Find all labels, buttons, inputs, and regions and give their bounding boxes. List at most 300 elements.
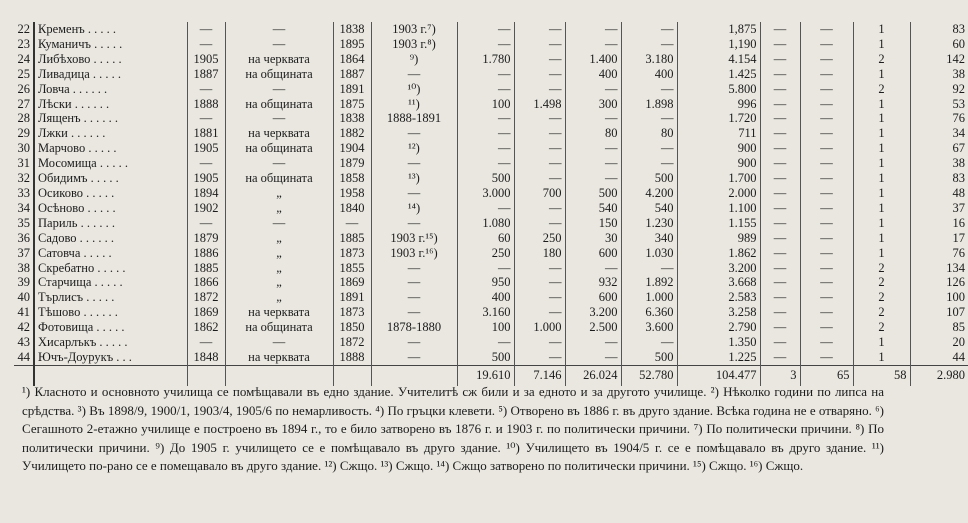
- table-cell: 1888: [187, 97, 225, 112]
- table-cell: 996: [677, 97, 760, 112]
- table-cell: 1891: [333, 290, 371, 305]
- table-cell: 38: [910, 156, 968, 171]
- table-row: [14, 335, 968, 350]
- table-cell: 1840: [333, 201, 371, 216]
- table-cell: 92: [910, 82, 968, 97]
- total-cell: 104.477: [677, 365, 760, 386]
- table-cell: 1872: [333, 335, 371, 350]
- table-cell: —: [800, 37, 853, 52]
- table-cell: —: [514, 275, 565, 290]
- table-cell: —: [457, 141, 514, 156]
- table-cell: Куманичъ . . . . .: [34, 37, 187, 52]
- table-cell: —: [225, 22, 333, 37]
- table-cell: —: [760, 156, 800, 171]
- table-cell: 25: [17, 66, 30, 81]
- table-row: [14, 186, 968, 201]
- table-cell: —: [457, 335, 514, 350]
- table-cell: 1866: [187, 275, 225, 290]
- table-cell: Търлисъ . . . . .: [34, 290, 187, 305]
- table-cell: 400: [457, 290, 514, 305]
- table-cell: —: [800, 275, 853, 290]
- table-cell: 37: [910, 201, 968, 216]
- table-cell: 3.180: [621, 52, 677, 67]
- table-cell: 400: [621, 67, 677, 82]
- table-row: [14, 82, 968, 97]
- table-cell: —: [457, 261, 514, 276]
- table-cell: 1903 г.¹⁶): [371, 246, 457, 261]
- table-cell: —: [565, 261, 621, 276]
- table-cell: —: [760, 171, 800, 186]
- footnotes: [22, 383, 884, 476]
- table-cell: 2: [853, 52, 910, 67]
- table-cell: 31: [17, 156, 30, 171]
- table-cell: 1.100: [677, 201, 760, 216]
- table-cell: 1958: [333, 186, 371, 201]
- table-cell: 38: [910, 67, 968, 82]
- total-cell: 7.146: [514, 365, 565, 386]
- table-cell: —: [371, 261, 457, 276]
- table-cell: —: [514, 290, 565, 305]
- table-cell: 1.425: [677, 67, 760, 82]
- table-cell: 1848: [187, 350, 225, 365]
- table-cell: 2.500: [565, 320, 621, 335]
- table-cell: 1,190: [677, 37, 760, 52]
- table-cell: 1873: [333, 305, 371, 320]
- total-cell: 52.780: [621, 365, 677, 386]
- table-cell: —: [371, 290, 457, 305]
- table-row: [14, 97, 968, 112]
- table-cell: —: [800, 126, 853, 141]
- table-cell: —: [760, 126, 800, 141]
- table-cell: 1878-1880: [371, 320, 457, 335]
- table-cell: 22: [17, 22, 30, 36]
- table-cell: —: [225, 156, 333, 171]
- table-cell: 540: [621, 201, 677, 216]
- table-cell: —: [371, 275, 457, 290]
- table-cell: ¹¹): [371, 97, 457, 112]
- table-cell: 1.862: [677, 246, 760, 261]
- table-cell: 2: [853, 82, 910, 97]
- table-cell: 500: [621, 350, 677, 365]
- table-cell: —: [565, 37, 621, 52]
- table-row: [14, 22, 968, 37]
- table-cell: 44: [910, 350, 968, 365]
- table-cell: Мосомища . . . . .: [34, 156, 187, 171]
- table-cell: 40: [17, 290, 30, 305]
- table-cell: 17: [910, 231, 968, 246]
- table-cell: —: [371, 186, 457, 201]
- table-cell: 33: [17, 185, 30, 200]
- table-cell: —: [457, 82, 514, 97]
- table-cell: 3.200: [565, 305, 621, 320]
- table-cell: —: [514, 350, 565, 365]
- table-cell: ¹²): [371, 141, 457, 156]
- table-cell: „: [225, 290, 333, 305]
- table-row: [14, 111, 968, 126]
- table-cell: 1872: [187, 290, 225, 305]
- table-cell: Тѣшово . . . . . .: [34, 305, 187, 320]
- table-cell: 60: [910, 37, 968, 52]
- table-cell: 76: [910, 246, 968, 261]
- table-cell: —: [457, 37, 514, 52]
- table-cell: 1895: [333, 37, 371, 52]
- table-cell: 1875: [333, 97, 371, 112]
- table-cell: —: [371, 335, 457, 350]
- table-cell: 1862: [187, 320, 225, 335]
- table-cell: —: [514, 52, 565, 67]
- table-cell: 1885: [333, 231, 371, 246]
- table-body: [14, 22, 968, 386]
- table-row: [14, 67, 968, 82]
- table-cell: —: [800, 141, 853, 156]
- footnotes-text: ¹) Класното и основното училища се помѣщавали въ едно здание. Учителитѣ сж били и за едното и за другото училище. ²) Нѣколко години по липса на срѣдства. ³) Въ 1898/9, 1900/1, 1903/4, 1905/6 по немарливость. ⁴) По гръцки клевети. ⁵) Отворено въ 1886 г. въ друго здание. Всѣка година не е отваряно. ⁶) Сегашното 2-етажно училище е построено въ 1894 г., то е било затворено въ 1876 г. и 1903 г. по политически причини. ⁷) По политически причини. ⁸) По политически причини. ⁹) До 1905 г. училището се е помѣщавало въ друго здание. ¹⁰) Училището въ 1904/5 г. се е помѣщавало въ друго здание. ¹¹) Училището по-рано се е помещавало въ друго здание. ¹²) Сжщо. ¹³) Сжщо. ¹⁴) Сжщо затворено по политически причини. ¹⁵) Сжщо. ¹⁶) Сжщо.: [22, 384, 884, 474]
- table-cell: 39: [17, 275, 30, 290]
- table-cell: —: [621, 261, 677, 276]
- table-cell: ⁹): [371, 52, 457, 67]
- table-row: [14, 141, 968, 156]
- table-cell: —: [800, 231, 853, 246]
- table-cell: —: [187, 37, 225, 52]
- table-cell: Либѣхово . . . . .: [34, 52, 187, 67]
- table-cell: 300: [565, 97, 621, 112]
- table-cell: —: [800, 111, 853, 126]
- table-cell: 4.154: [677, 52, 760, 67]
- table-cell: на общината: [225, 67, 333, 82]
- table-cell: 1: [853, 171, 910, 186]
- table-cell: 26: [17, 81, 30, 96]
- table-cell: —: [565, 335, 621, 350]
- table-cell: 32: [17, 171, 30, 186]
- table-cell: Ючъ-Доурукъ . . .: [34, 350, 187, 365]
- table-cell: 100: [457, 320, 514, 335]
- table-cell: 1: [853, 186, 910, 201]
- table-cell: —: [514, 335, 565, 350]
- table-cell: —: [760, 246, 800, 261]
- table-cell: 42: [17, 320, 30, 335]
- table-cell: на общината: [225, 171, 333, 186]
- table-cell: 2: [853, 305, 910, 320]
- table-cell: 1891: [333, 82, 371, 97]
- table-cell: —: [514, 171, 565, 186]
- table-cell: —: [760, 335, 800, 350]
- table-cell: 1.892: [621, 275, 677, 290]
- total-cell: 26.024: [565, 365, 621, 386]
- table-cell: —: [565, 111, 621, 126]
- table-cell: Осиково . . . . .: [34, 186, 187, 201]
- table-cell: 600: [565, 290, 621, 305]
- table-cell: 711: [677, 126, 760, 141]
- table-cell: 1: [853, 246, 910, 261]
- table-row: [14, 290, 968, 305]
- table-cell: —: [514, 261, 565, 276]
- table-cell: —: [565, 171, 621, 186]
- table-cell: —: [565, 141, 621, 156]
- table-cell: 1894: [187, 186, 225, 201]
- table-cell: —: [760, 37, 800, 52]
- table-cell: 1855: [333, 261, 371, 276]
- table-cell: 1: [853, 335, 910, 350]
- table-cell: Фотовища . . . . .: [34, 320, 187, 335]
- table-cell: —: [760, 22, 800, 37]
- total-cell: 2.980: [910, 365, 968, 386]
- table-cell: „: [225, 201, 333, 216]
- table-cell: 3.160: [457, 305, 514, 320]
- table-cell: 83: [910, 22, 968, 37]
- table-cell: —: [457, 111, 514, 126]
- table-cell: —: [800, 261, 853, 276]
- table-cell: 950: [457, 275, 514, 290]
- total-cell: 19.610: [457, 365, 514, 386]
- table-cell: —: [333, 216, 371, 231]
- table-cell: 1882: [333, 126, 371, 141]
- table-cell: 2.583: [677, 290, 760, 305]
- table-cell: Ливадица . . . . .: [34, 67, 187, 82]
- total-cell: 65: [800, 365, 853, 386]
- table-cell: 1.030: [621, 246, 677, 261]
- table-cell: —: [760, 97, 800, 112]
- table-cell: 1850: [333, 320, 371, 335]
- table-cell: 1885: [187, 261, 225, 276]
- table-cell: 1: [853, 97, 910, 112]
- table-cell: Кременъ . . . . .: [34, 22, 187, 37]
- table-cell: 1864: [333, 52, 371, 67]
- table-row: [14, 275, 968, 290]
- table-cell: —: [514, 111, 565, 126]
- table-cell: 44: [17, 349, 30, 364]
- table-cell: 1.000: [621, 290, 677, 305]
- table-cell: 1879: [187, 231, 225, 246]
- table-cell: —: [760, 82, 800, 97]
- table-cell: —: [621, 37, 677, 52]
- table-cell: —: [225, 335, 333, 350]
- table-cell: —: [457, 156, 514, 171]
- table-cell: 76: [910, 111, 968, 126]
- table-cell: 400: [565, 67, 621, 82]
- table-cell: 1,875: [677, 22, 760, 37]
- table-cell: 1869: [333, 275, 371, 290]
- table-cell: 1: [853, 37, 910, 52]
- table-cell: 3.600: [621, 320, 677, 335]
- table-cell: на общината: [225, 97, 333, 112]
- table-cell: —: [760, 141, 800, 156]
- table-cell: 85: [910, 320, 968, 335]
- table-cell: 60: [457, 231, 514, 246]
- table-cell: Лященъ . . . . . .: [34, 111, 187, 126]
- table-cell: Обидимъ . . . . .: [34, 171, 187, 186]
- table-row: [14, 261, 968, 276]
- table-cell: 1888-1891: [371, 111, 457, 126]
- table-cell: 5.800: [677, 82, 760, 97]
- table-row: [14, 246, 968, 261]
- table-cell: —: [800, 305, 853, 320]
- table-cell: 1: [853, 156, 910, 171]
- table-cell: 2.790: [677, 320, 760, 335]
- table-cell: 1.350: [677, 335, 760, 350]
- table-cell: —: [514, 126, 565, 141]
- table-cell: 500: [457, 171, 514, 186]
- table-cell: —: [800, 171, 853, 186]
- table-cell: —: [187, 216, 225, 231]
- table-cell: 3.258: [677, 305, 760, 320]
- table-cell: 1888: [333, 350, 371, 365]
- table-cell: 142: [910, 52, 968, 67]
- table-cell: 83: [910, 171, 968, 186]
- table-cell: 35: [17, 215, 30, 230]
- table-cell: 700: [514, 186, 565, 201]
- table-cell: Ловча . . . . . .: [34, 82, 187, 97]
- table-cell: 1905: [187, 141, 225, 156]
- table-cell: —: [565, 156, 621, 171]
- table-cell: Париль . . . . . .: [34, 216, 187, 231]
- table-cell: Хисарлъкъ . . . . .: [34, 335, 187, 350]
- table-cell: 67: [910, 141, 968, 156]
- table-cell: —: [800, 22, 853, 37]
- table-cell: 30: [17, 141, 30, 156]
- table-cell: 126: [910, 275, 968, 290]
- table-cell: 2: [853, 275, 910, 290]
- table-cell: „: [225, 186, 333, 201]
- table-cell: 1902: [187, 201, 225, 216]
- table-cell: 1.898: [621, 97, 677, 112]
- table-cell: —: [800, 201, 853, 216]
- table-row: [14, 201, 968, 216]
- table-row: [14, 171, 968, 186]
- table-cell: 48: [910, 186, 968, 201]
- table-cell: 1: [853, 67, 910, 82]
- table-cell: 1887: [333, 67, 371, 82]
- table-cell: —: [800, 156, 853, 171]
- table-cell: —: [187, 156, 225, 171]
- table-cell: —: [514, 37, 565, 52]
- table-cell: —: [760, 111, 800, 126]
- table-cell: 3.200: [677, 261, 760, 276]
- table-cell: —: [800, 82, 853, 97]
- table-cell: 1838: [333, 22, 371, 37]
- table-row: [14, 52, 968, 67]
- table-cell: 500: [565, 186, 621, 201]
- table-cell: 6.360: [621, 305, 677, 320]
- table-cell: —: [800, 67, 853, 82]
- table-cell: 1.498: [514, 97, 565, 112]
- table-cell: —: [800, 335, 853, 350]
- table-cell: Осѣново . . . . .: [34, 201, 187, 216]
- total-cell: 58: [853, 365, 910, 386]
- table-cell: 1903 г.⁸): [371, 37, 457, 52]
- table-cell: 1881: [187, 126, 225, 141]
- table-cell: 1.720: [677, 111, 760, 126]
- table-cell: 1.080: [457, 216, 514, 231]
- table-cell: —: [760, 186, 800, 201]
- table-cell: 1: [853, 350, 910, 365]
- table-cell: 1869: [187, 305, 225, 320]
- table-cell: 30: [565, 231, 621, 246]
- table-cell: на черквата: [225, 126, 333, 141]
- table-cell: —: [225, 111, 333, 126]
- table-cell: „: [225, 275, 333, 290]
- table-cell: —: [187, 82, 225, 97]
- table-cell: 41: [17, 305, 30, 320]
- table-cell: 27: [17, 96, 30, 111]
- table-cell: —: [514, 305, 565, 320]
- table-cell: —: [621, 111, 677, 126]
- table-cell: 1.000: [514, 320, 565, 335]
- table-cell: —: [225, 37, 333, 52]
- table-cell: Лѣски . . . . . .: [34, 97, 187, 112]
- table-cell: 250: [514, 231, 565, 246]
- table-cell: —: [514, 22, 565, 37]
- table-cell: —: [514, 67, 565, 82]
- table-cell: 1873: [333, 246, 371, 261]
- table-row: [14, 216, 968, 231]
- table-row: [14, 156, 968, 171]
- table-cell: 80: [565, 126, 621, 141]
- table-cell: —: [514, 156, 565, 171]
- table-cell: —: [621, 141, 677, 156]
- table-row: [14, 305, 968, 320]
- table-cell: —: [621, 335, 677, 350]
- table-row: [14, 231, 968, 246]
- table-cell: 34: [17, 200, 30, 215]
- table-row: [14, 126, 968, 141]
- table-cell: 989: [677, 231, 760, 246]
- table-cell: „: [225, 261, 333, 276]
- table-cell: 932: [565, 275, 621, 290]
- table-cell: на общината: [225, 141, 333, 156]
- table-cell: —: [371, 216, 457, 231]
- table-cell: 1: [853, 231, 910, 246]
- table-cell: —: [514, 82, 565, 97]
- table-cell: 1905: [187, 171, 225, 186]
- table-cell: 1: [853, 201, 910, 216]
- table-cell: 28: [17, 111, 30, 126]
- table-cell: 29: [17, 126, 30, 141]
- table-cell: —: [800, 97, 853, 112]
- table-row: [14, 37, 968, 52]
- table-cell: —: [514, 141, 565, 156]
- table-cell: 2.000: [677, 186, 760, 201]
- table-cell: —: [371, 126, 457, 141]
- table-cell: —: [760, 201, 800, 216]
- table-cell: 4.200: [621, 186, 677, 201]
- table-cell: —: [565, 22, 621, 37]
- table-cell: 1.225: [677, 350, 760, 365]
- table-row: [14, 350, 968, 365]
- table-row: [14, 320, 968, 335]
- table-cell: —: [187, 335, 225, 350]
- table-cell: Сатовча . . . . .: [34, 246, 187, 261]
- table-cell: 36: [17, 230, 30, 245]
- table-cell: 37: [17, 245, 30, 260]
- table-cell: —: [565, 350, 621, 365]
- table-cell: „: [225, 231, 333, 246]
- table-cell: —: [187, 111, 225, 126]
- table-cell: ¹⁴): [371, 201, 457, 216]
- table-cell: —: [760, 320, 800, 335]
- table-cell: —: [371, 156, 457, 171]
- table-cell: 34: [910, 126, 968, 141]
- table-cell: 250: [457, 246, 514, 261]
- table-cell: —: [800, 52, 853, 67]
- table-cell: 1: [853, 22, 910, 37]
- table-cell: 24: [17, 51, 30, 66]
- table-cell: 1879: [333, 156, 371, 171]
- table-cell: 100: [457, 97, 514, 112]
- table-cell: —: [514, 216, 565, 231]
- table-cell: —: [621, 22, 677, 37]
- table-cell: на черквата: [225, 350, 333, 365]
- table-cell: —: [371, 67, 457, 82]
- table-cell: 340: [621, 231, 677, 246]
